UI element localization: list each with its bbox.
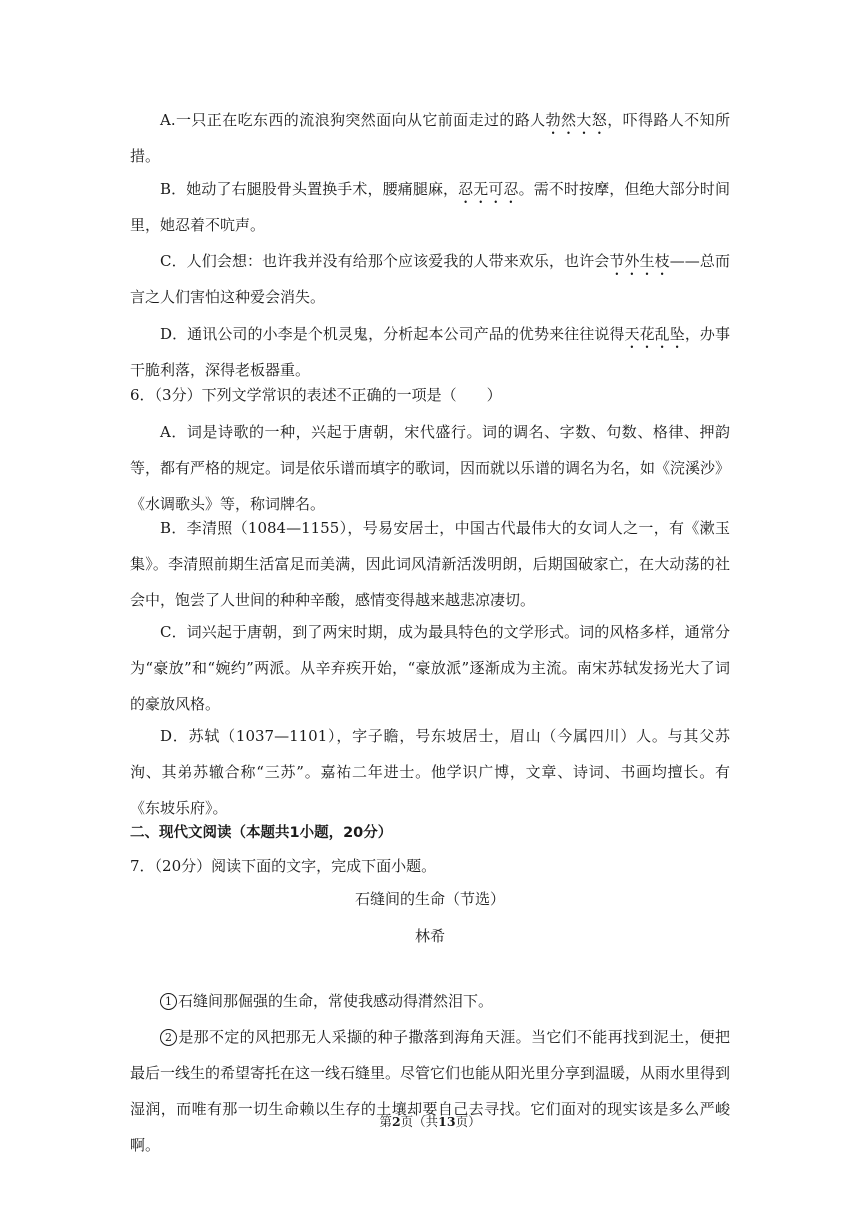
current-page-number: 2 bbox=[391, 1114, 401, 1129]
passage-paragraph-2: 2 是那不定的风把那无人采撷的种子撒落到海角天涯。当它们不能再找到泥土，便把最后一线生的希望寄托在这一线石缝里。尽管它们也能从阳光里分享到温暖，从雨水里得到湿润，而唯有那一切生命赖以生存的土壤却要自己去寻找。它们面对的现实该是多么严峻啊。 bbox=[130, 1028, 731, 1154]
option-5d: D．通讯公司的小李是个机灵鬼，分析起本公司产品的优势来往往说得天花乱坠，办事干脆利落，深得老板器重。 bbox=[130, 325, 730, 379]
question-7-stem: 7．（20分）阅读下面的文字，完成下面小题。 bbox=[130, 857, 437, 875]
passage-author: 林希 bbox=[414, 927, 445, 945]
section-heading: 二、现代文阅读（本题共1小题，20分） bbox=[130, 825, 393, 841]
option-5c: C．人们会想：也许我并没有给那个应该爱我的人带来欢乐，也许会节外生枝——总而言之人们害怕这种爱会消失。 bbox=[130, 252, 730, 306]
option-5b: B．她动了右腿股骨头置换手术，腰痛腿麻，忍无可忍。需不时按摩，但绝大部分时间里，她忍着不吭声。 bbox=[130, 180, 730, 234]
option-6b: B．李清照（1084—1155），号易安居士，中国古代最伟大的女词人之一，有《漱玉集》。李清照前期生活富足而美满，因此词风清新活泼明朗，后期国破家亡，在大动荡的社会中，饱尝了人世间的种种辛酸，感情变得越来越悲凉凄切。 bbox=[130, 519, 730, 609]
paragraph-number-badge: 2 bbox=[160, 1029, 177, 1046]
passage-title: 石缝间的生命（节选） bbox=[354, 890, 505, 908]
question-6-stem: 6．（3分）下列文学常识的表述不正确的一项是（ ） bbox=[130, 386, 502, 404]
option-5a: A.一只正在吃东西的流浪狗突然面向从它前面走过的路人勃然大怒，吓得路人不知所措。 bbox=[130, 111, 730, 165]
passage-paragraph-1: 1 石缝间那倔强的生命，常使我感动得潸然泪下。 bbox=[130, 983, 730, 1019]
option-6a: A．词是诗歌的一种，兴起于唐朝，宋代盛行。词的调名、字数、句数、格律、押韵等，都有严格的规定。词是依乐谱而填字的歌词，因而就以乐谱的调名为名，如《浣溪沙》《水调歌头》等，称词牌名。 bbox=[130, 423, 731, 513]
emphasized-idiom: 忍无可忍 bbox=[458, 180, 519, 198]
emphasized-idiom: 天花乱坠 bbox=[624, 325, 685, 343]
option-6d: D．苏轼（1037—1101），字子瞻，号东坡居士，眉山（今属四川）人。与其父苏洵、其弟苏辙合称“三苏”。嘉祐二年进士。他学识广博，文章、诗词、书画均擅长。有《东坡乐府》。 bbox=[130, 727, 730, 817]
page-footer: 第2页（共13页） bbox=[379, 1114, 481, 1129]
emphasized-idiom: 节外生枝 bbox=[609, 252, 670, 270]
option-6c: C．词兴起于唐朝，到了两宋时期，成为最具特色的文学形式。词的风格多样，通常分为“豪放”和“婉约”两派。从辛弃疾开始，“豪放派”逐渐成为主流。南宋苏轼发扬光大了词的豪放风格。 bbox=[130, 623, 730, 713]
emphasized-idiom: 勃然大怒 bbox=[545, 111, 608, 129]
total-pages: 13 bbox=[438, 1114, 456, 1129]
paragraph-number-badge: 1 bbox=[160, 993, 177, 1010]
